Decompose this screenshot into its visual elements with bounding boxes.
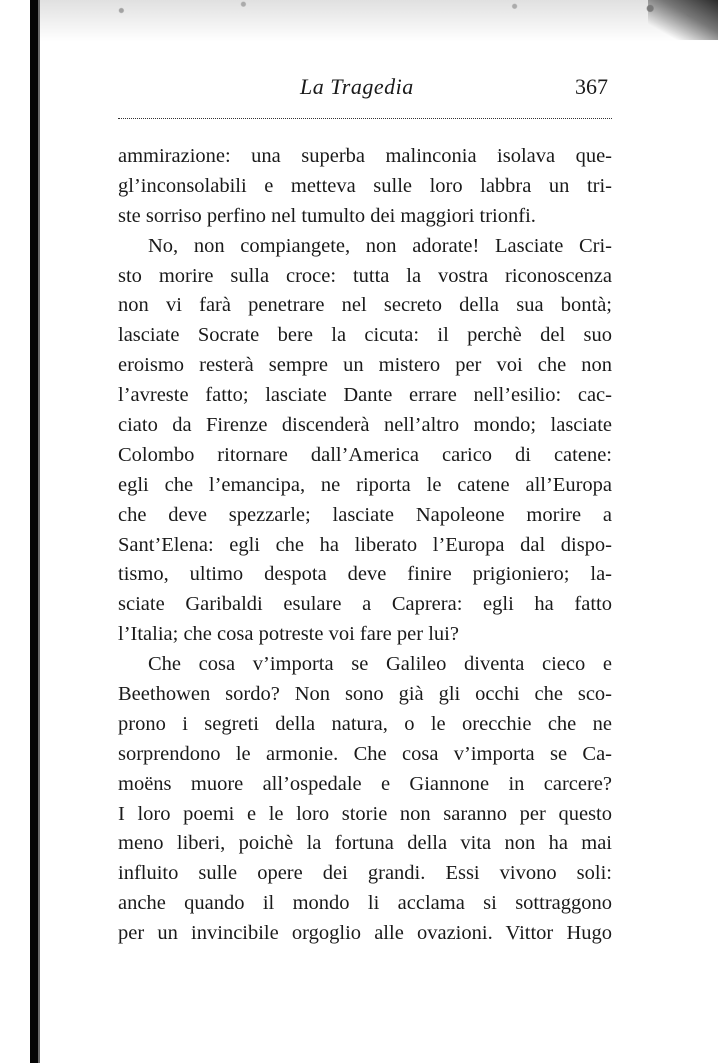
text-line: tismo, ultimo despota deve finire prigioniero; la-: [118, 563, 612, 586]
text-line: ammirazione: una superba malinconia isolava que-: [118, 145, 612, 167]
text-line: anche quando il mondo li acclama si sottraggono: [118, 892, 612, 915]
scan-noise-top: [40, 0, 718, 42]
text-line: eroismo resterà sempre un mistero per voi che non: [118, 354, 612, 377]
text-line: sciate Garibaldi esulare a Caprera: egli ha fatto: [118, 593, 612, 616]
text-line: ciato da Firenze discenderà nell’altro mondo; lasciate: [118, 414, 612, 437]
text-line: meno liberi, poichè la fortuna della vita non ha mai: [118, 832, 612, 855]
page-number: 367: [575, 74, 608, 99]
text-line: Beethowen sordo? Non sono già gli occhi che sco-: [118, 683, 612, 706]
text-line: sorprendono le armonie. Che cosa v’importa se Ca-: [118, 742, 612, 765]
text-line: prono i segreti della natura, o le orecchie che ne: [118, 712, 612, 735]
text-line: I loro poemi e le loro storie non saranno per questo: [118, 802, 612, 825]
text-line: sto morire sulla croce: tutta la vostra riconoscenza: [118, 264, 612, 287]
running-header: [118, 70, 612, 110]
text-line: non vi farà penetrare nel secreto della sua bontà;: [118, 294, 612, 317]
scan-shadow-corner: [648, 0, 718, 40]
text-line: per un invincibile orgoglio alle ovazioni. Vittor Hugo: [118, 922, 612, 945]
text-line: egli che l’emancipa, ne riporta le catene all’Europa: [118, 473, 612, 496]
body-text: [118, 142, 612, 949]
text-line: influito sulle opere dei grandi. Essi vivono soli:: [118, 862, 612, 885]
text-line: gl’inconsolabili e metteva sulle loro labbra un tri-: [118, 174, 612, 197]
text-line: Che cosa v’importa se Galileo diventa cieco e: [148, 653, 612, 676]
text-line: l’Italia; che cosa potreste voi fare per lui?: [118, 623, 459, 646]
text-line: ste sorriso perfino nel tumulto dei maggiori trionfi.: [118, 204, 536, 227]
text-line: Colombo ritornare dall’America carico di catene:: [118, 443, 612, 466]
book-spine-shadow: [30, 0, 38, 1063]
book-spine-edge: [38, 0, 40, 1063]
text-line: No, non compiangete, non adorate! Lasciate Cri-: [148, 234, 612, 257]
text-line: l’avreste fatto; lasciate Dante errare nell’esilio: cac-: [118, 384, 612, 407]
running-title: La Tragedia: [300, 74, 414, 99]
text-line: lasciate Socrate bere la cicuta: il perchè del suo: [118, 324, 612, 347]
text-line: Sant’Elena: egli che ha liberato l’Europa dal dispo-: [118, 533, 612, 556]
text-line: moëns muore all’ospedale e Giannone in carcere?: [118, 772, 612, 795]
text-line: che deve spezzarle; lasciate Napoleone morire a: [118, 503, 612, 526]
header-rule: [118, 118, 612, 119]
